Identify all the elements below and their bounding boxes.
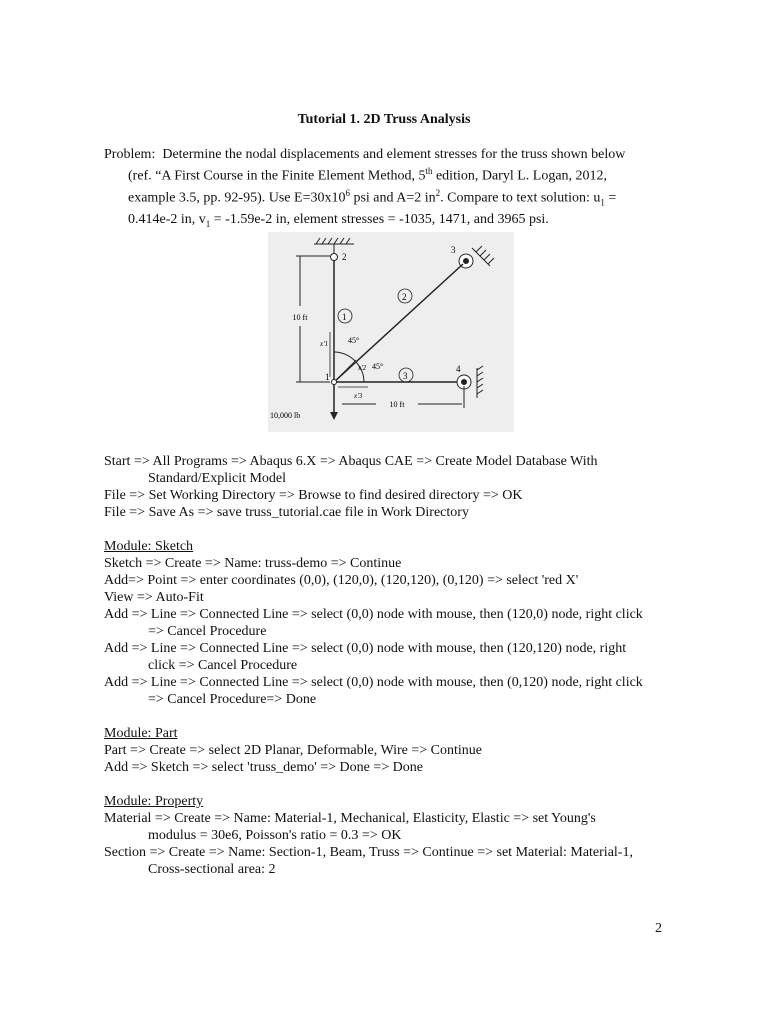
vertical-dimension-label: 10 ft xyxy=(292,313,308,322)
sketch-heading: Module: Sketch xyxy=(104,539,194,554)
problem-statement xyxy=(104,146,664,233)
instruction-line: Add => Line => Connected Line => select (0,0) node with mouse, then (120,0) node, right click => Cancel Procedure xyxy=(104,607,643,639)
instruction-line: Add => Line => Connected Line => select (0,0) node with mouse, then (0,120) node, right click => Cancel Procedure=> Done xyxy=(104,675,643,707)
instruction-line: File => Set Working Directory => Browse to find desired directory => OK xyxy=(104,488,523,503)
instruction-line: View => Auto-Fit xyxy=(104,590,204,605)
node-label-2: 2 xyxy=(342,252,347,262)
node-1-marker xyxy=(332,380,337,385)
instruction-line: File => Save As => save truss_tutorial.cae file in Work Directory xyxy=(104,505,469,520)
element-number-1: 1 xyxy=(342,312,347,322)
node-label-3: 3 xyxy=(451,245,456,255)
page-title: Tutorial 1. 2D Truss Analysis xyxy=(297,112,471,127)
sketch-module xyxy=(104,538,664,708)
node-label-4: 4 xyxy=(456,364,461,374)
problem-line-4: 0.414e-2 in, $v_1 = -1.59e-2$ in, element stresses = -1035, 1471, and 3965 psi. xyxy=(128,212,549,229)
angle-label-1: 45° xyxy=(348,336,360,345)
element-number-2: 2 xyxy=(402,292,407,302)
instruction-line: Add => Line => Connected Line => select (0,0) node with mouse, then (120,120) node, right click => Cancel Procedure xyxy=(104,641,627,673)
property-heading: Module: Property xyxy=(104,794,204,809)
part-module xyxy=(104,725,664,776)
property-module xyxy=(104,793,664,878)
part-heading: Module: Part xyxy=(104,726,178,741)
instruction-line: Add=> Point => enter coordinates (0,0), (120,0), (120,120), (0,120) => select 'red X' xyxy=(104,573,579,588)
truss-diagram xyxy=(268,232,514,432)
instruction-line: Section => Create => Name: Section-1, Beam, Truss => Continue => set Material: Material-1, Cross-sectional area: 2 xyxy=(104,845,633,877)
instruction-line: Sketch => Create => Name: truss-demo => Continue xyxy=(104,556,402,571)
instruction-line: Material => Create => Name: Material-1, Mechanical, Elasticity, Elastic => set Young's modulus = 30e6, Poisson's ratio = 0.3 => OK xyxy=(104,811,596,843)
problem-line-1: Problem: Determine the nodal displacements and element stresses for the truss shown below xyxy=(104,147,626,162)
page-number: 2 xyxy=(655,921,662,936)
element-number-3: 3 xyxy=(403,371,408,381)
angle-label-2: 45° xyxy=(372,362,384,371)
start-instructions xyxy=(104,453,664,521)
truss-figure xyxy=(268,232,514,432)
load-label: 10,000 lb xyxy=(270,411,301,420)
problem-line-3: example 3.5, pp. 92-95). Use $E=30x10^6$ psi and A=2 $in^2$. Compare to text solution: $u_1$ = xyxy=(128,187,617,208)
instruction-line: Part => Create => select 2D Planar, Deformable, Wire => Continue xyxy=(104,743,482,758)
local-axis-label-2: x'2 xyxy=(358,364,367,372)
horizontal-dimension-label: 10 ft xyxy=(389,400,405,409)
instruction-line: Start => All Programs => Abaqus 6.X => Abaqus CAE => Create Model Database With Standard/Explicit Model xyxy=(104,454,598,486)
local-axis-label-3: x'3 xyxy=(354,392,363,400)
node-label-1: 1 xyxy=(325,372,330,382)
instruction-line: Add => Sketch => select 'truss_demo' => Done => Done xyxy=(104,760,423,775)
problem-line-2: (ref. “A First Course in the Finite Element Method, 5th edition, Daryl L. Logan, 2012, xyxy=(128,166,608,184)
local-axis-label-1: x'1 xyxy=(320,340,329,348)
